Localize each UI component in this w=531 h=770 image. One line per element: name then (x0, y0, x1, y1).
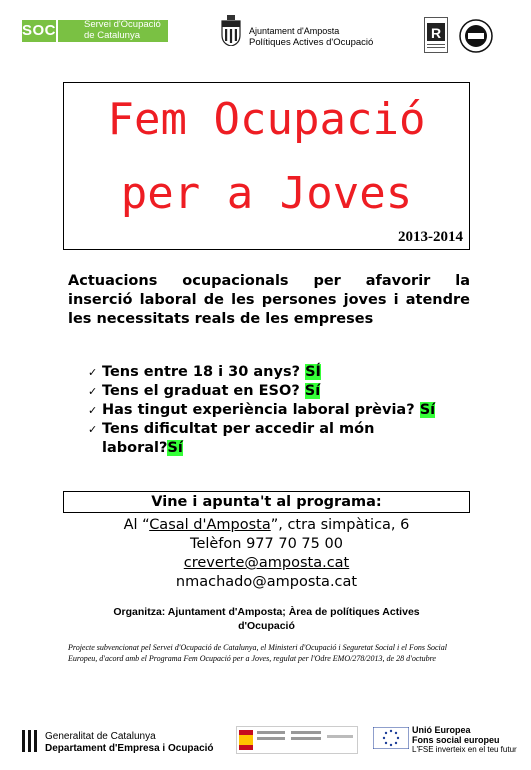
eligibility-checklist (88, 363, 468, 458)
cta-box (63, 491, 470, 513)
checklist-question-cont: laboral? (102, 440, 168, 456)
organizer-line2: d'Ocupació (238, 620, 295, 632)
checkmark-icon: ✓ (88, 366, 98, 379)
soc-line2: de Catalunya (84, 29, 140, 41)
aenor-cert-icon (424, 17, 448, 53)
eu-line3: L'FSE inverteix en el teu futur (412, 745, 517, 754)
checklist-question: Tens dificultat per accedir al món (102, 421, 375, 437)
checklist-answer: Sí (304, 383, 321, 399)
email1-text[interactable]: creverte@amposta.cat (183, 555, 350, 571)
soc-logo (22, 20, 56, 42)
checklist-item (88, 420, 468, 458)
phone-line: Telèfon 977 70 75 00 (190, 536, 343, 552)
checkmark-icon: ✓ (88, 404, 98, 417)
checklist-question: Has tingut experiència laboral prèvia? (102, 402, 415, 418)
checklist-answer: SÍ (305, 364, 321, 380)
checklist-item (88, 401, 468, 420)
amposta-logo-text (249, 25, 373, 49)
ministry-logo-icon (236, 726, 358, 754)
title-line2: per a Joves (120, 168, 413, 219)
cta-text: Vine i apunta't al programa: (151, 494, 382, 510)
checklist-answer: Sí (167, 440, 183, 456)
email-link-1[interactable] (63, 553, 470, 573)
gen-line2: Departament d'Empresa i Ocupació (45, 743, 214, 754)
eu-flag-icon (373, 727, 409, 749)
checkmark-icon: ✓ (88, 385, 98, 398)
soc-logo-text (58, 20, 168, 42)
venue-prefix: Al “ (123, 517, 150, 533)
soc-line1: Servei d'Ocupació (84, 19, 161, 30)
amposta-sub: Polítiques Actives d'Ocupació (249, 37, 374, 48)
svg-text:R: R (430, 25, 442, 41)
gen-line1: Generalitat de Catalunya (45, 731, 156, 742)
organizer-line1: Organitza: Ajuntament d'Amposta; Àrea de polítiques Actives (113, 606, 420, 618)
venue-line (63, 515, 470, 535)
amposta-name: Ajuntament d'Amposta (249, 26, 340, 36)
checklist-item (88, 363, 468, 382)
fine-print: Projecte subvencionat pel Servei d'Ocupació de Catalunya, el Ministeri d'Ocupació i Seguretat Social i el Fons Social Europeu, d'acord amb el Programa Fem Ocupació per a Joves, regulat per l'Odre EMO/278/2013, de 28 d'octubre (68, 643, 447, 663)
title-box (63, 82, 470, 250)
venue-suffix: ”, ctra simpàtica, 6 (270, 517, 410, 533)
checklist-question: Tens entre 18 i 30 anys? (102, 364, 300, 380)
soc-abbr: SOC (22, 22, 57, 39)
intro-line3: les necessitats reals de les empreses (68, 311, 374, 327)
title-line1: Fem Ocupació (107, 94, 426, 145)
amposta-shield-icon (221, 15, 241, 46)
intro-line1: Actuacions ocupacionals per afavorir la (68, 273, 470, 289)
program-years: 2013-2014 (398, 229, 463, 245)
eu-line1: Unió Europea (412, 725, 471, 735)
organizer-text (63, 605, 470, 633)
intro-text (68, 272, 470, 329)
email-2: nmachado@amposta.cat (175, 574, 358, 590)
checklist-question: Tens el graduat en ESO? (102, 383, 300, 399)
generalitat-logo-icon (22, 730, 38, 752)
checklist-answer: Sí (419, 402, 436, 418)
eu-line2: Fons social europeu (412, 735, 500, 745)
eu-text (412, 725, 517, 755)
intro-line2: inserció laboral de les persones joves i atendre (68, 292, 470, 308)
venue-link[interactable]: Casal d'Amposta (149, 517, 271, 533)
iqnet-cert-icon (459, 19, 493, 53)
checkmark-icon: ✓ (88, 423, 98, 436)
checklist-item (88, 382, 468, 401)
generalitat-text (45, 731, 214, 755)
